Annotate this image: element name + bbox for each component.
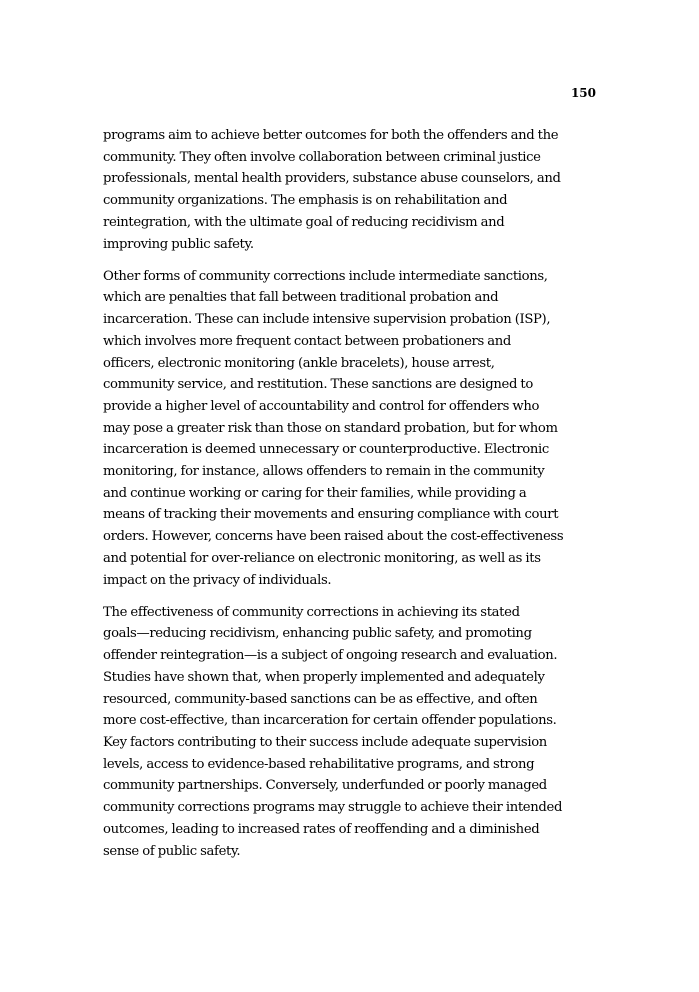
text-line: provide a higher level of accountability and control for offenders who (103, 398, 540, 414)
text-line: goals—reducing recidivism, enhancing public safety, and promoting (103, 626, 532, 642)
page-number: 150 (570, 86, 596, 100)
text-line: more cost-effective, than incarceration for certain offender populations. (103, 713, 557, 729)
text-line: incarceration. These can include intensive supervision probation (ISP), (103, 312, 551, 328)
text-line: resourced, community-based sanctions can be as effective, and often (103, 691, 538, 707)
text-line: professionals, mental health providers, substance abuse counselors, and (103, 171, 561, 187)
text-line: and continue working or caring for their families, while providing a (103, 485, 527, 501)
text-line: reintegration, with the ultimate goal of reducing recidivism and (103, 214, 505, 230)
text-line: which involves more frequent contact between probationers and (103, 333, 512, 349)
text-line: programs aim to achieve better outcomes for both the offenders and the (103, 128, 559, 143)
text-line: Other forms of community corrections include intermediate sanctions, (103, 268, 548, 284)
text-line: community organizations. The emphasis is on rehabilitation and (103, 193, 508, 209)
text-line: orders. However, concerns have been raised about the cost-effectiveness (103, 529, 564, 545)
text-line: sense of public safety. (103, 843, 241, 859)
text-line: monitoring, for instance, allows offenders to remain in the community (103, 464, 545, 480)
text-line: offender reintegration—is a subject of ongoing research and evaluation. (103, 648, 558, 664)
text-line: The effectiveness of community corrections in achieving its stated (103, 604, 520, 620)
text-line: community partnerships. Conversely, underfunded or poorly managed (103, 778, 547, 794)
paragraph-1 (103, 125, 599, 255)
text-line: Key factors contributing to their success include adequate supervision (103, 734, 547, 750)
text-line: outcomes, leading to increased rates of reoffending and a diminished (103, 821, 540, 837)
text-line: community corrections programs may struggle to achieve their intended (103, 800, 563, 816)
text-line: Studies have shown that, when properly implemented and adequately (103, 669, 545, 685)
text-line: which are penalties that fall between traditional probation and (103, 290, 499, 306)
text-line: may pose a greater risk than those on standard probation, but for whom (103, 420, 558, 436)
text-line: community. They often involve collaboration between criminal justice (103, 149, 541, 165)
body-text (103, 125, 599, 873)
text-line: improving public safety. (103, 236, 254, 252)
text-line: levels, access to evidence-based rehabilitative programs, and strong (103, 756, 535, 772)
paragraph-3 (103, 602, 599, 862)
text-line: officers, electronic monitoring (ankle bracelets), house arrest, (103, 355, 495, 371)
text-line: impact on the privacy of individuals. (103, 572, 332, 588)
paragraph-2 (103, 266, 599, 592)
text-line: means of tracking their movements and ensuring compliance with court (103, 507, 559, 523)
text-line: incarceration is deemed unnecessary or counterproductive. Electronic (103, 442, 549, 458)
text-line: community service, and restitution. These sanctions are designed to (103, 377, 533, 393)
text-line: and potential for over-reliance on electronic monitoring, as well as its (103, 550, 541, 566)
